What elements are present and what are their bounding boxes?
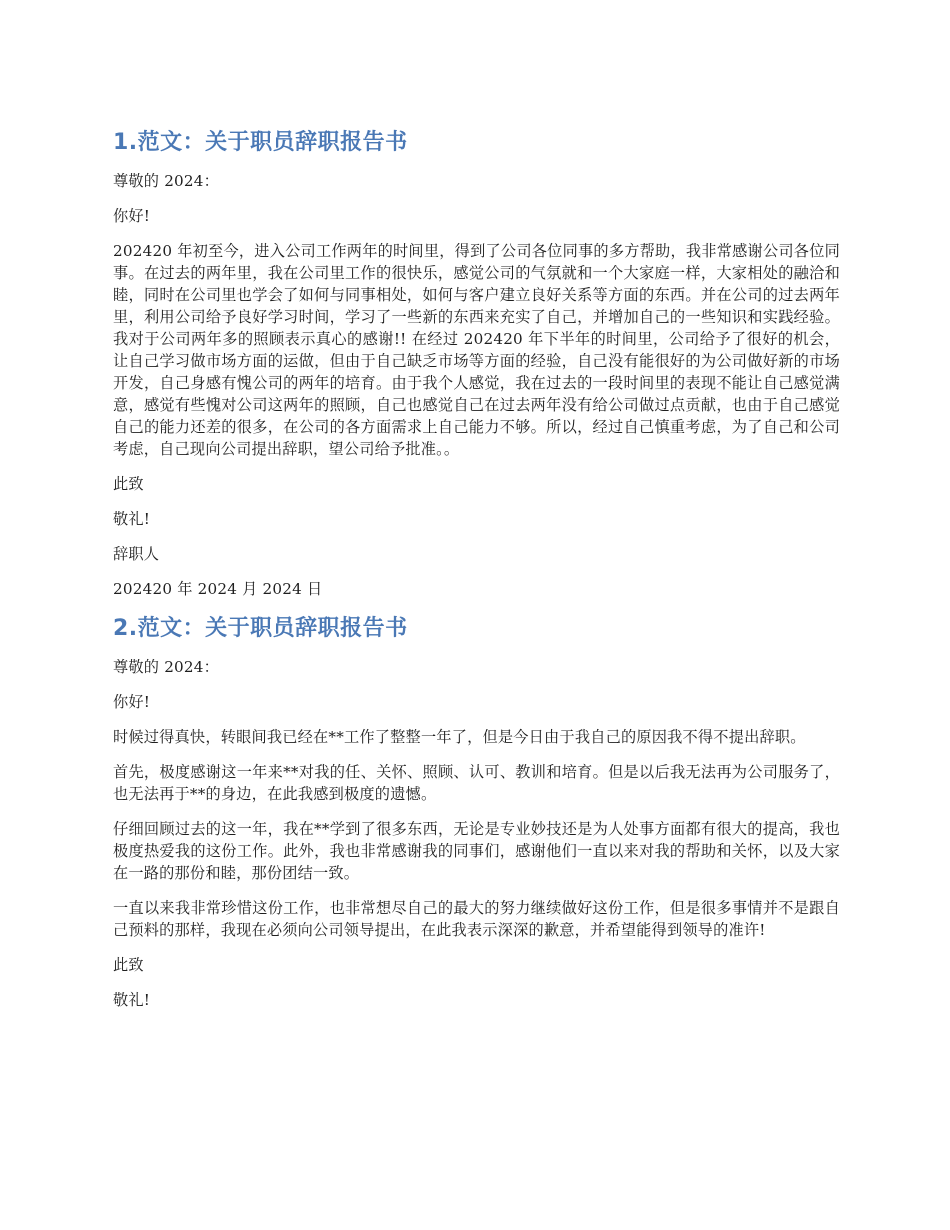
section-2-closing: 此致 (113, 956, 144, 974)
section-1-body-paragraph: 202420 年初至今，进入公司工作两年的时间里，得到了公司各位同事的多方帮助，我非常感谢公司各位同事。在过去的两年里，我在公司里工作的很快乐，感觉公司的气氛就和一个大家庭一样，大家相处的融洽和睦，同时在公司里也学会了如何与同事相处，如何与客户建立良好关系等方面的东西。并在公司的过去两年里，利用公司给予良好学习时间，学习了一些新的东西来充实了自己，并增加自己的一些知识和实践经验。我对于公司两年多的照顾表示真心的感谢!! 在经过 202420 年下半年的时间里，公司给予了很好的机会，让自己学习做市场方面的运做，但由于自己缺乏市场等方面的经验，自己没有能很好的为公司做好新的市场开发，自己身感有愧公司的两年的培育。由于我个人感觉，我在过去的一段时间里的表现不能让自己感觉满意，感觉有些愧对公司这两年的照顾，自己也感觉自己在过去两年没有给公司做过点贡献，也由于自己感觉自己的能力还差的很多，在公司的各方面需求上自己能力不够。所以，经过自己慎重考虑，为了自己和公司考虑，自己现向公司提出辞职，望公司给予批准。。 (113, 242, 840, 458)
section-2-title: 2.范文：关于职员辞职报告书 (113, 616, 408, 641)
section-1-salutation: 尊敬的 2024： (113, 172, 220, 190)
section-2-greeting: 你好! (113, 693, 151, 711)
section-1-closing: 此致 (113, 475, 144, 493)
section-2-body-paragraph: 首先，极度感谢这一年来**对我的任、关怀、照顾、认可、教训和培育。但是以后我无法再为公司服务了，也无法再于**的身边，在此我感到极度的遗憾。 (113, 763, 840, 803)
section-2-salutation: 尊敬的 2024： (113, 658, 220, 676)
section-1-date: 202420 年 2024 月 2024 日 (113, 580, 323, 598)
section-1-regards: 敬礼! (113, 510, 151, 528)
section-2-body-paragraph: 时候过得真快，转眼间我已经在**工作了整整一年了，但是今日由于我自己的原因我不得不提出辞职。 (113, 728, 806, 746)
section-2-body-paragraph: 一直以来我非常珍惜这份工作，也非常想尽自己的最大的努力继续做好这份工作，但是很多事情并不是跟自己预料的那样，我现在必须向公司领导提出，在此我表示深深的歉意，并希望能得到领导的准许! (113, 899, 840, 939)
section-2-body-paragraph: 仔细回顾过去的这一年，我在**学到了很多东西，无论是专业妙技还是为人处事方面都有很大的提高，我也极度热爱我的这份工作。此外，我也非常感谢我的同事们，感谢他们一直以来对我的帮助和关怀，以及大家在一路的那份和睦，那份团结一致。 (113, 820, 840, 882)
section-1-title: 1.范文：关于职员辞职报告书 (113, 130, 408, 155)
section-2-regards: 敬礼! (113, 991, 151, 1009)
section-1-greeting: 你好! (113, 207, 151, 225)
section-1-signer: 辞职人 (113, 545, 160, 563)
document-page (113, 128, 840, 1024)
